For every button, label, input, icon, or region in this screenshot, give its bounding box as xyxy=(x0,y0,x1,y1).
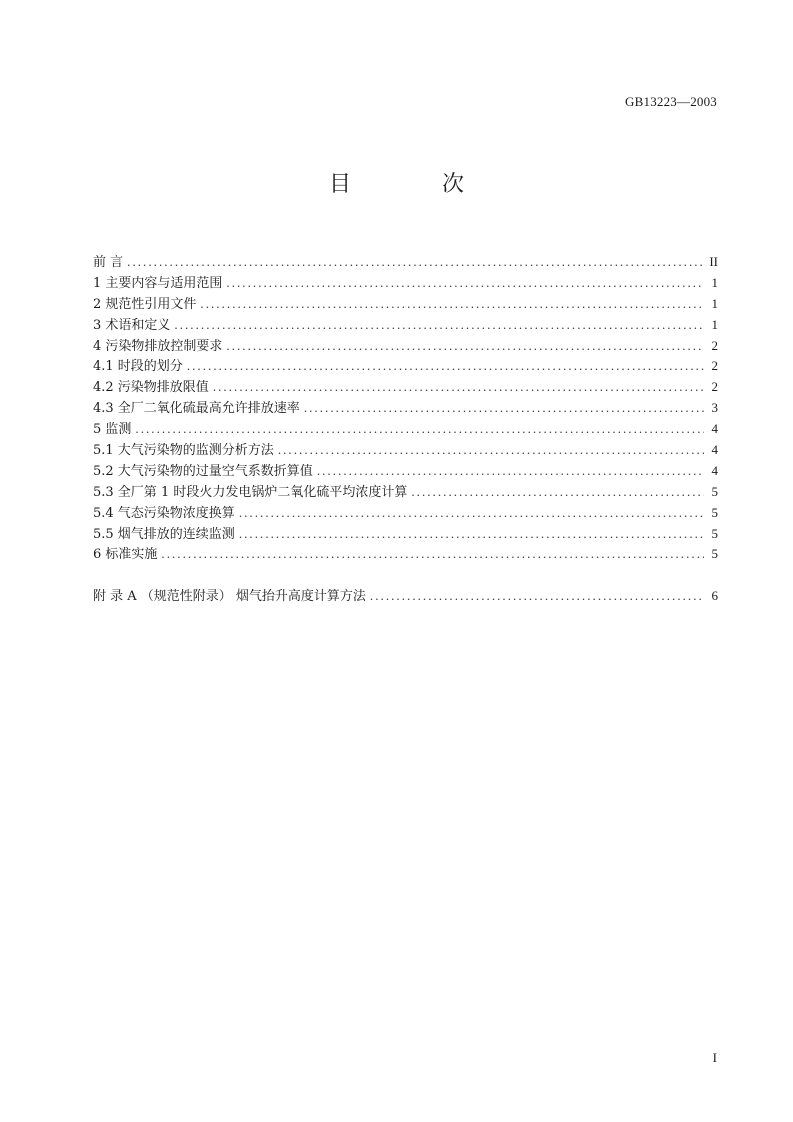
toc-entry[interactable] xyxy=(93,524,718,545)
toc-leader-dots xyxy=(213,377,704,398)
toc-entry[interactable] xyxy=(93,377,718,398)
page-title: 目 次 xyxy=(329,172,506,197)
toc-entry[interactable] xyxy=(93,440,718,461)
toc-entry[interactable] xyxy=(93,482,718,503)
toc-leader-dots xyxy=(278,440,704,461)
toc-entry-page: 1 xyxy=(711,274,718,290)
toc-entry-page: 4 xyxy=(711,421,718,437)
toc-entry-label: 5.5 烟气排放的连续监测 xyxy=(93,526,235,542)
toc-entry[interactable] xyxy=(93,544,718,565)
toc-entry-page: 3 xyxy=(711,400,718,416)
toc-entry[interactable] xyxy=(93,398,718,419)
toc-leader-dots xyxy=(411,482,704,503)
toc-entry-label: 4.3 全厂二氧化硫最高允许排放速率 xyxy=(93,401,300,417)
toc-entry-page: 5 xyxy=(711,546,718,562)
toc-entry-page: 6 xyxy=(711,588,718,604)
toc-entry[interactable] xyxy=(93,336,718,357)
toc-entry-label: 1 主要内容与适用范围 xyxy=(93,275,223,291)
toc-entry-appendix-a[interactable] xyxy=(93,586,718,607)
toc-entry-label: 2 规范性引用文件 xyxy=(93,296,197,312)
toc-entry-page: 4 xyxy=(711,462,718,478)
toc-entry-label: 4 污染物排放控制要求 xyxy=(93,338,223,354)
toc-entry-page: 5 xyxy=(711,504,718,520)
toc-entry-label: 5 监测 xyxy=(93,422,132,438)
toc-entry-preface[interactable] xyxy=(93,252,718,273)
toc-entry-label: 前 言 xyxy=(93,255,124,270)
standard-code: GB13223—2003 xyxy=(625,94,717,109)
toc-entry-page: 1 xyxy=(711,316,718,332)
toc-entry-label: 5.2 大气污染物的过量空气系数折算值 xyxy=(93,463,313,479)
page-number: I xyxy=(712,1050,717,1065)
toc-leader-dots xyxy=(317,461,704,482)
toc-leader-dots xyxy=(174,315,704,336)
toc-entry[interactable] xyxy=(93,461,718,482)
toc-entry-page: 5 xyxy=(711,483,718,499)
toc-entry-label: 5.3 全厂第 1 时段火力发电锅炉二氧化硫平均浓度计算 xyxy=(93,484,408,500)
toc-entry-page: II xyxy=(709,254,718,269)
toc-entry-label: 6 标准实施 xyxy=(93,547,158,563)
toc-leader-dots xyxy=(187,356,704,377)
toc-entry[interactable] xyxy=(93,294,718,315)
toc-entry[interactable] xyxy=(93,503,718,524)
toc-leader-dots xyxy=(239,524,704,545)
toc-entry-page: 2 xyxy=(711,379,718,395)
toc-leader-dots xyxy=(135,419,704,440)
toc-entry-page: 1 xyxy=(711,295,718,311)
toc-leader-dots xyxy=(127,252,704,273)
toc-leader-dots xyxy=(161,544,704,565)
toc-entry[interactable] xyxy=(93,273,718,294)
toc-leader-dots xyxy=(239,503,704,524)
toc-leader-dots xyxy=(200,294,704,315)
toc-entry-label: 5.1 大气污染物的监测分析方法 xyxy=(93,443,274,459)
toc-entry-label: 3 术语和定义 xyxy=(93,317,171,333)
toc-leader-dots xyxy=(304,398,704,419)
toc-entry-page: 2 xyxy=(711,358,718,374)
toc-entry[interactable] xyxy=(93,315,718,336)
toc-entry-page: 4 xyxy=(711,442,718,458)
toc-entry-label: 5.4 气态污染物浓度换算 xyxy=(93,505,235,521)
toc-entry-page: 2 xyxy=(711,337,718,353)
toc-leader-dots xyxy=(226,273,704,294)
toc-entry-label: 附 录 A （规范性附录） 烟气抬升高度计算方法 xyxy=(93,589,366,605)
toc-entry[interactable] xyxy=(93,356,718,377)
toc-leader-dots xyxy=(226,336,704,357)
toc-entry-label: 4.2 污染物排放限值 xyxy=(93,380,209,396)
toc-entry-label: 4.1 时段的划分 xyxy=(93,359,183,375)
toc-leader-dots xyxy=(370,586,704,607)
toc-entry[interactable] xyxy=(93,419,718,440)
toc-entry-page: 5 xyxy=(711,525,718,541)
table-of-contents xyxy=(93,252,718,607)
